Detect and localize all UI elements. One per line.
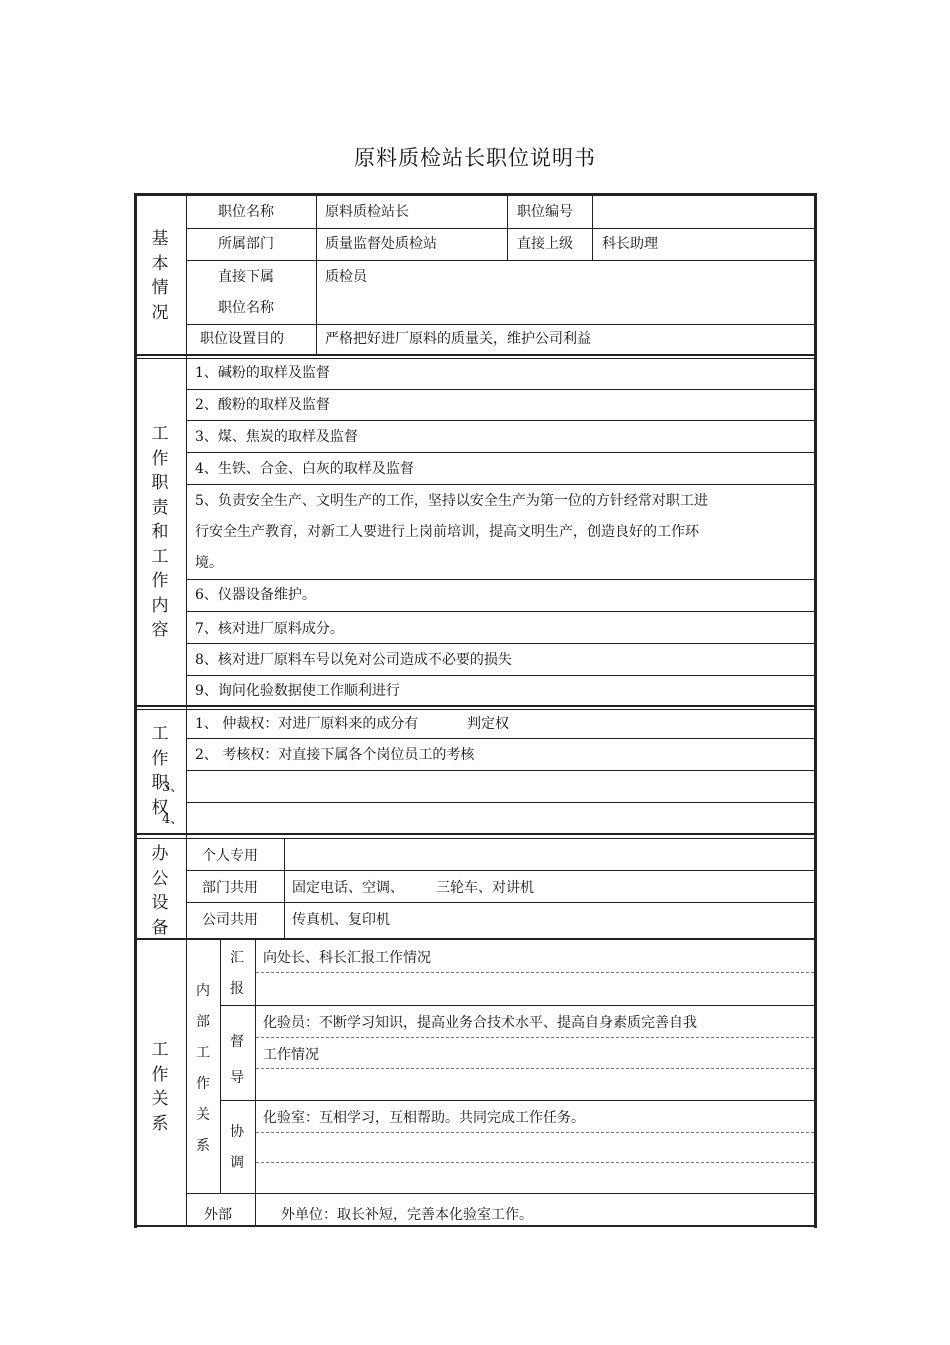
label-position-code: 职位编号 [517,204,573,220]
authority-item: 4、 [162,812,184,827]
value-position-name: 原料质检站长 [325,204,409,220]
value-department: 质量监督处质检站 [325,236,437,252]
authority-item: 3、 [162,780,184,795]
duty-item: 5、负责安全生产、文明生产的工作，坚持以安全生产为第一位的方针经常对职工进 [195,493,708,509]
duty-item: 境。 [195,555,223,571]
authority-item-suffix: 判定权 [467,716,509,732]
coordinate-text: 化验室：互相学习，互相帮助。共同完成工作任务。 [263,1110,585,1126]
equipment-label-department: 部门共用 [202,880,258,896]
external-text: 外单位：取长补短，完善本化验室工作。 [281,1207,533,1223]
label-subordinate-name: 职位名称 [218,300,274,316]
label-purpose: 职位设置目的 [200,331,284,347]
label-subordinate: 直接下属 [218,269,274,285]
document-title: 原料质检站长职位说明书 [354,146,596,170]
duty-item: 1、碱粉的取样及监督 [195,365,330,381]
authority-item: 1、 仲裁权：对进厂原料来的成分有 [195,716,419,732]
section-duties: 工作职责和工作内容 [151,424,169,640]
value-subordinate: 质检员 [325,269,367,285]
duty-item: 2、酸粉的取样及监督 [195,397,330,413]
external-relations-label: 外部 [204,1207,232,1223]
duty-item: 行安全生产教育，对新工人要进行上岗前培训，提高文明生产，创造良好的工作环 [195,524,699,540]
section-equipment: 办公设备 [151,844,169,938]
duty-item: 4、生铁、合金、白灰的取样及监督 [195,461,414,477]
equipment-value-department: 固定电话、空调、 [292,880,404,896]
internal-relations-label: 内部工作关系 [196,983,210,1154]
section-basic-info: 基本情况 [151,229,169,323]
equipment-value-company: 传真机、复印机 [292,912,390,928]
authority-item: 2、 考核权：对直接下属各个岗位员工的考核 [195,747,475,763]
duty-item: 6、仪器设备维护。 [195,587,316,603]
duty-item: 7、核对进厂原料成分。 [195,621,344,637]
section-authority: 工作职权 [151,724,169,818]
duty-item: 3、煤、焦炭的取样及监督 [195,429,358,445]
label-department: 所属部门 [218,236,274,252]
label-position-name: 职位名称 [218,204,274,220]
report-text: 向处长、科长汇报工作情况 [263,950,431,966]
supervise-label: 督导 [230,1034,244,1086]
equipment-value-department-2: 三轮车、对讲机 [436,880,534,896]
supervise-text-cont: 工作情况 [263,1047,319,1063]
equipment-label-company: 公司共用 [202,912,258,928]
duty-item: 8、核对进厂原料车号以免对公司造成不必要的损失 [195,652,512,668]
supervise-text: 化验员：不断学习知识，提高业务合技术水平、提高自身素质完善自我 [263,1015,697,1031]
report-label: 汇报 [230,950,244,997]
value-direct-superior: 科长助理 [602,236,658,252]
label-direct-superior: 直接上级 [517,236,573,252]
coordinate-label: 协调 [230,1124,244,1171]
equipment-label-personal: 个人专用 [202,848,258,864]
value-purpose: 严格把好进厂原料的质量关，维护公司利益 [325,331,591,347]
duty-item: 9、询问化验数据使工作顺利进行 [195,683,400,699]
section-relations: 工作关系 [151,1040,169,1134]
